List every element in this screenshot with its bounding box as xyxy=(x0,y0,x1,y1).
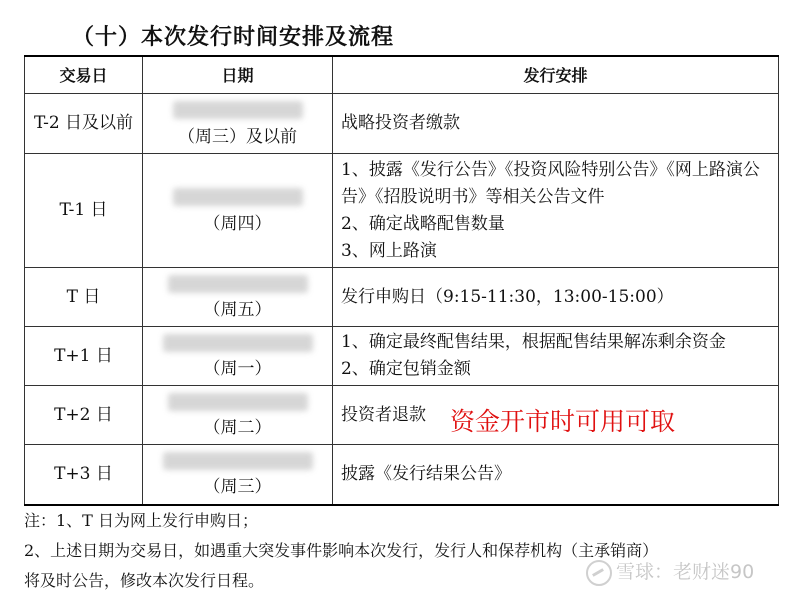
weekday-label: （周五） xyxy=(203,300,272,320)
header-date: 日期 xyxy=(143,56,333,94)
header-trading-day: 交易日 xyxy=(25,56,143,94)
arrangement-item: 1、确定最终配售结果，根据配售结果解冻剩余资金 xyxy=(341,332,726,352)
weekday-label: （周一） xyxy=(203,359,272,379)
arrangement-item: 2、确定战略配售数量 xyxy=(341,213,505,234)
table-row xyxy=(25,268,779,327)
date-cell xyxy=(143,386,333,445)
arrangement-cell xyxy=(333,445,779,505)
weekday-label: （周二） xyxy=(203,418,272,438)
arrangement-item: 1、披露《发行公告》《投资风险特别公告》《网上路演公告》《招股说明书》等相关公告文件 xyxy=(341,159,760,207)
table-row xyxy=(25,327,779,386)
table-row xyxy=(25,154,779,268)
watermark-text: 雪球：老财迷90 xyxy=(616,561,755,583)
watermark xyxy=(586,557,754,586)
footnote-line: 2、上述日期为交易日，如遇重大突发事件影响本次发行，发行人和保荐机构（主承销商） xyxy=(24,541,659,560)
trading-day-cell: T-1 日 xyxy=(25,154,143,268)
footnote-line: 将及时公告，修改本次发行日程。 xyxy=(24,571,265,590)
arrangement-cell xyxy=(333,154,779,268)
table-row xyxy=(25,445,779,505)
date-cell xyxy=(143,445,333,505)
arrangement-cell xyxy=(333,268,779,327)
arrangement-cell xyxy=(333,94,779,154)
trading-day-cell: T-2 日及以前 xyxy=(25,94,143,154)
trading-day-cell: T 日 xyxy=(25,268,143,327)
funds-availability-annotation: 资金开市时可用可取 xyxy=(450,407,676,436)
weekday-label: （周四） xyxy=(203,213,272,234)
arrangement-item: 发行申购日（9:15-11:30，13:00-15:00） xyxy=(341,286,674,307)
arrangement-item: 投资者退款 xyxy=(341,404,426,425)
arrangement-item: 战略投资者缴款 xyxy=(341,113,460,133)
date-cell xyxy=(143,327,333,386)
section-title: （十）本次发行时间安排及流程 xyxy=(72,25,395,50)
weekday-label: （周三）及以前 xyxy=(178,126,297,147)
snowball-logo-icon xyxy=(586,560,612,586)
table-header-row xyxy=(25,56,779,94)
trading-day-cell: T+3 日 xyxy=(25,445,143,505)
date-cell xyxy=(143,268,333,327)
table-row xyxy=(25,94,779,154)
trading-day-cell: T+1 日 xyxy=(25,327,143,386)
arrangement-item: 2、确定包销金额 xyxy=(341,359,471,379)
redacted-date xyxy=(168,393,308,411)
redacted-date xyxy=(163,334,313,352)
redacted-date xyxy=(163,452,313,470)
footnote-line: 注：1、T 日为网上发行申购日； xyxy=(24,511,258,530)
arrangement-cell xyxy=(333,327,779,386)
redacted-date xyxy=(168,275,308,293)
arrangement-item: 披露《发行结果公告》 xyxy=(341,463,511,484)
arrangement-item: 3、网上路演 xyxy=(341,240,437,261)
weekday-label: （周三） xyxy=(203,477,272,498)
redacted-date xyxy=(173,188,303,206)
date-cell xyxy=(143,94,333,154)
date-cell xyxy=(143,154,333,268)
trading-day-cell: T+2 日 xyxy=(25,386,143,445)
header-arrangement: 发行安排 xyxy=(333,56,779,94)
redacted-date xyxy=(173,101,303,119)
